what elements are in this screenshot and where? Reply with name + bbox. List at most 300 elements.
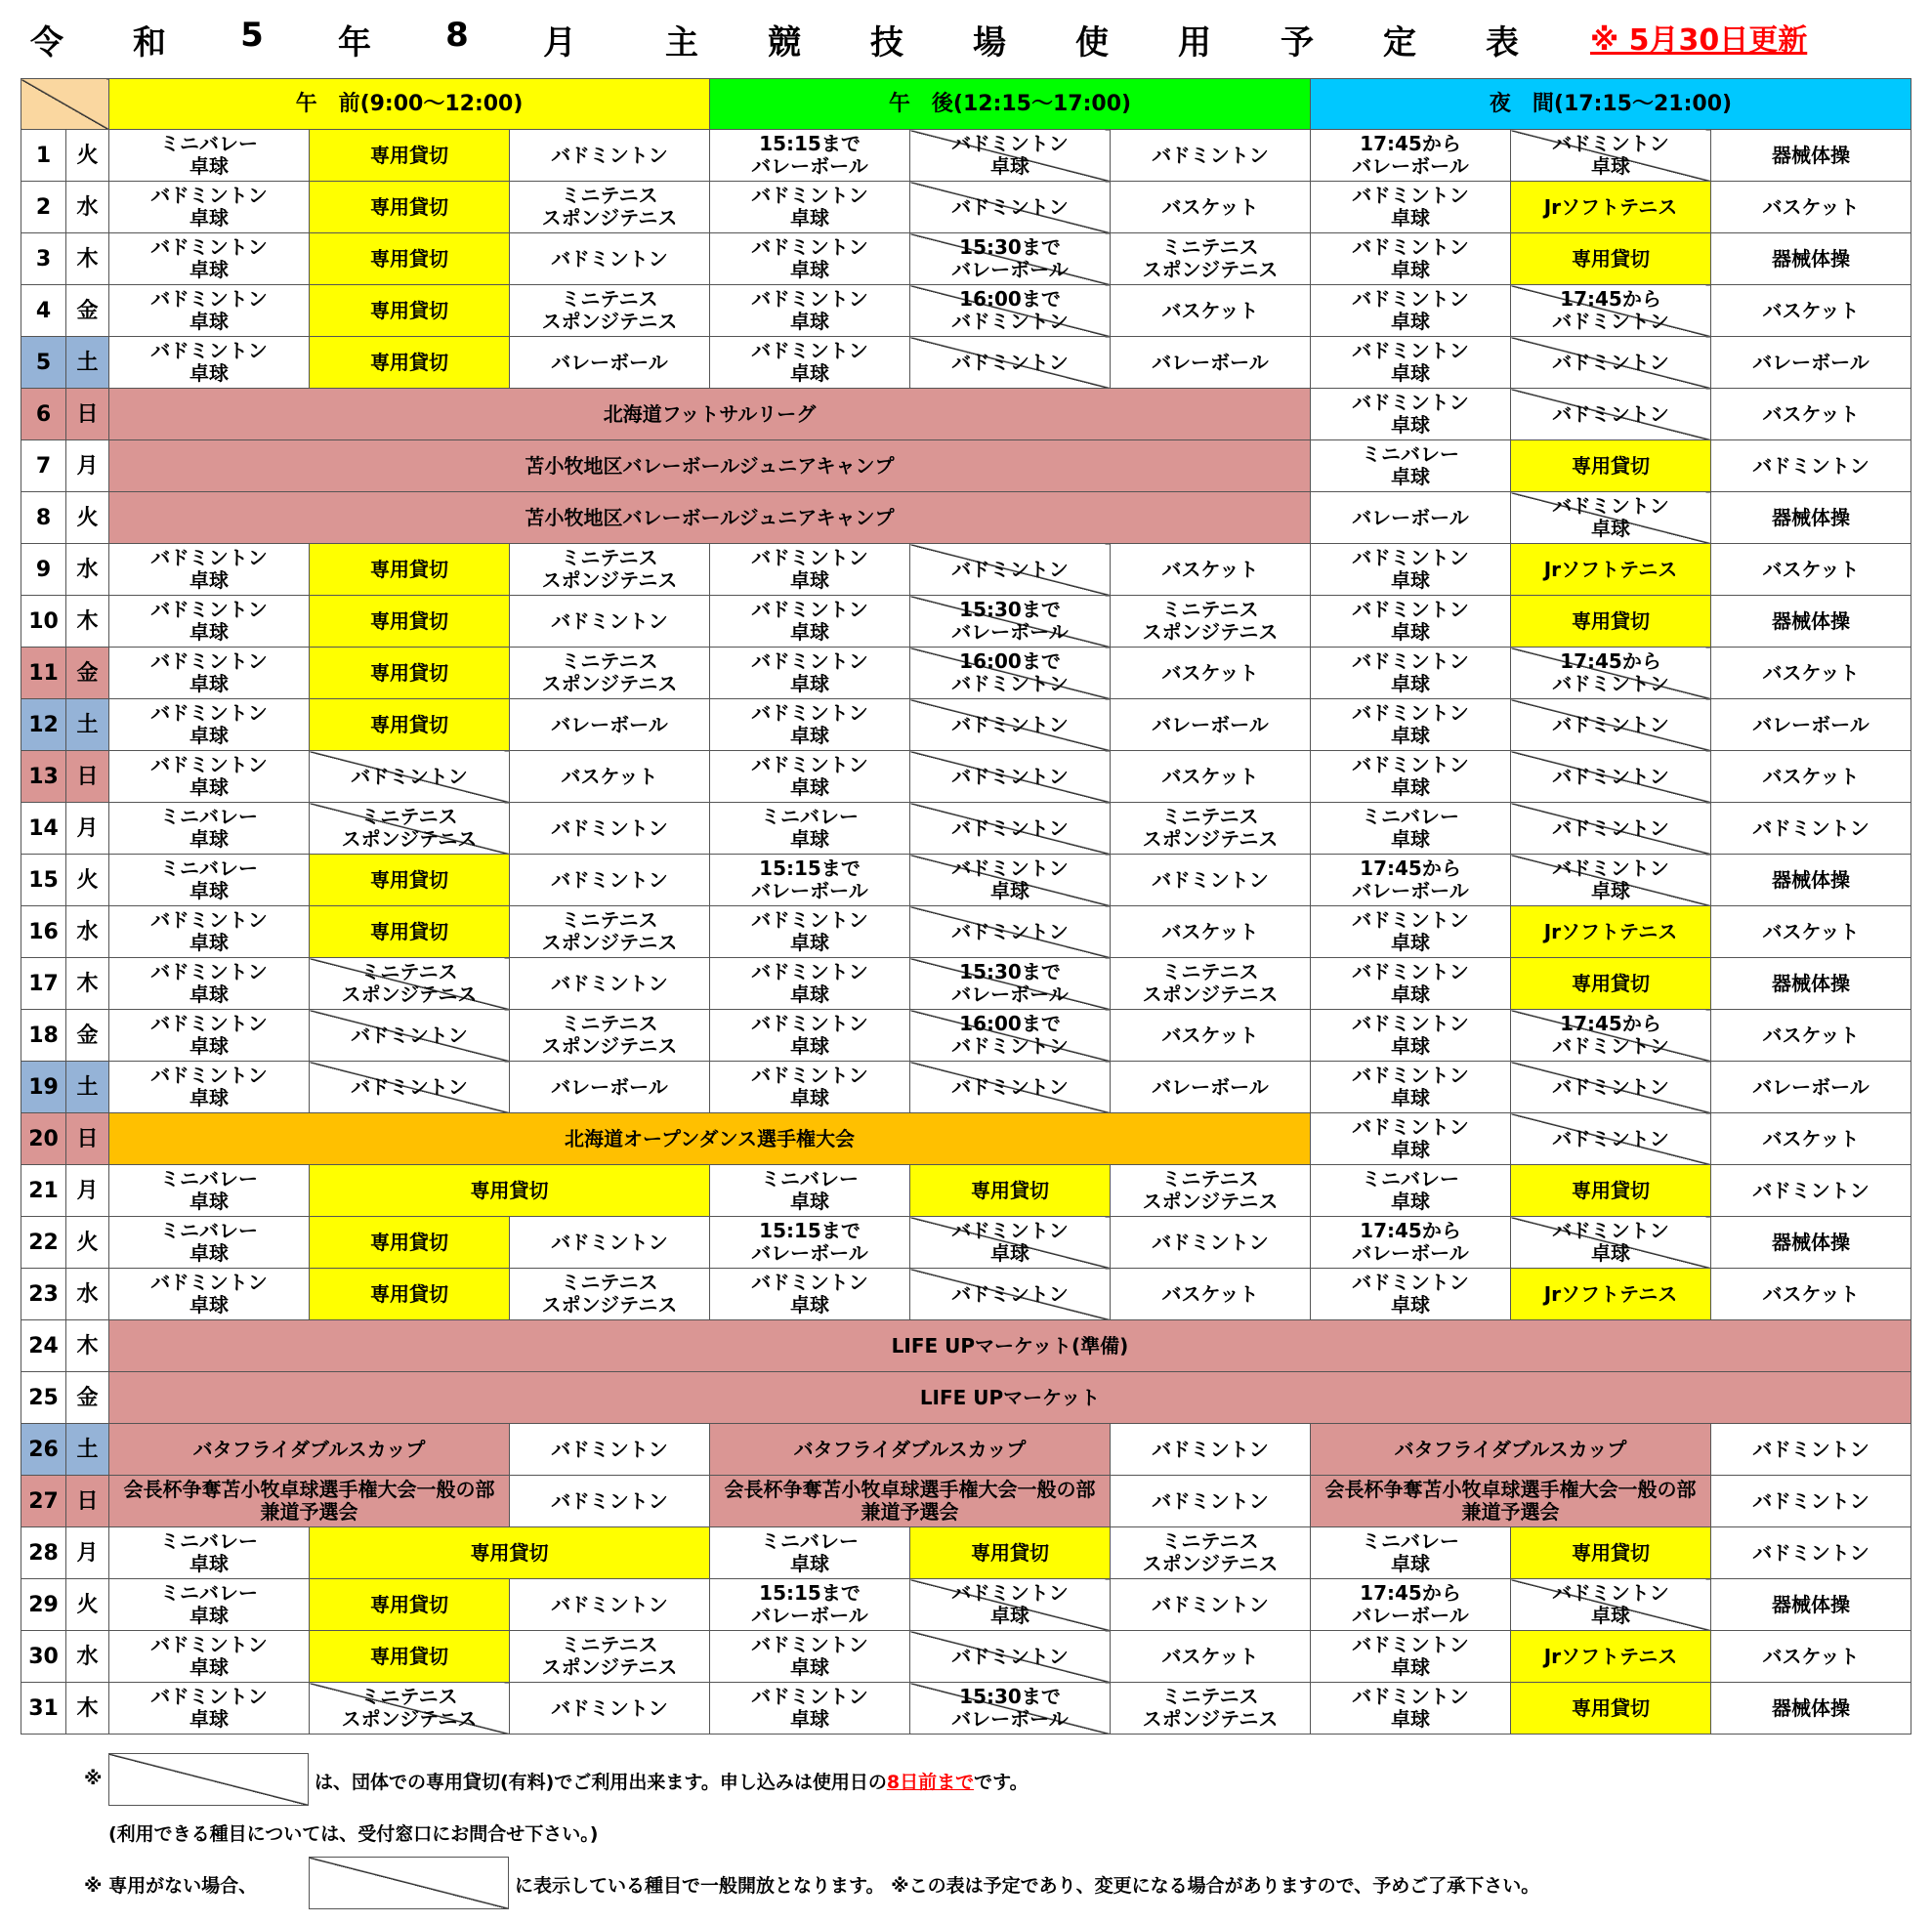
schedule-cell [510, 1476, 710, 1527]
cell-label: バスケット [1161, 660, 1259, 685]
schedule-cell [510, 1010, 710, 1062]
cell-label: 17:45から バドミントン [1552, 1012, 1669, 1058]
cell-label: バドミントン [551, 1592, 668, 1616]
title-char: 競 [768, 23, 801, 63]
schedule-cell [109, 1683, 310, 1735]
cell-label: バレーボール [1752, 350, 1869, 374]
cell-label: バスケット [1762, 919, 1860, 943]
title-char: 表 [1486, 23, 1519, 63]
cell-label: 器械体操 [1772, 1695, 1850, 1720]
schedule-cell [1311, 182, 1511, 233]
schedule-cell [109, 285, 310, 337]
schedule-cell [1111, 1269, 1311, 1320]
schedule-cell [1711, 906, 1911, 958]
weekday: 火 [66, 130, 109, 182]
table-row [21, 699, 1911, 751]
schedule-cell [1111, 1527, 1311, 1579]
cell-label: バスケット [1762, 1023, 1860, 1047]
cell-label: Jrソフトテニス [1543, 919, 1678, 943]
schedule-cell [510, 906, 710, 958]
cell-label: 専用貸切 [370, 557, 448, 581]
cell-label: バドミントン 卓球 [150, 1685, 268, 1731]
cell-label: バドミントン [351, 764, 468, 788]
cell-label: バドミントン [1152, 867, 1269, 892]
cell-label: バタフライダブルスカップ [192, 1437, 426, 1461]
rentable-slot-cell [910, 1683, 1111, 1735]
schedule-cell [1711, 1010, 1911, 1062]
table-row [21, 855, 1911, 906]
schedule-cell [710, 337, 910, 389]
event-cell [710, 1476, 1111, 1527]
event-cell [109, 1372, 1911, 1424]
cell-label: バドミントン 卓球 [150, 235, 268, 281]
reserved-cell [1511, 596, 1711, 648]
rentable-slot-cell [910, 958, 1111, 1010]
cell-label: バレーボール [1152, 350, 1269, 374]
cell-label: バドミントン 卓球 [951, 1581, 1069, 1627]
reserved-cell [310, 1269, 510, 1320]
schedule-cell [510, 855, 710, 906]
day-number: 5 [21, 337, 66, 389]
event-cell [710, 1424, 1111, 1476]
cell-label: バドミントン 卓球 [751, 1633, 868, 1679]
cell-label: バドミントン 卓球 [751, 753, 868, 799]
title-char: 使 [1075, 23, 1109, 63]
schedule-cell [109, 596, 310, 648]
cell-label: ミニテニス スポンジテニス [1142, 1685, 1279, 1731]
schedule-cell [510, 751, 710, 803]
cell-label: バレーボール [551, 350, 668, 374]
footer-mark-1: ※ [84, 1768, 103, 1789]
rentable-slot-cell [1511, 648, 1711, 699]
table-row [21, 544, 1911, 596]
cell-label: バドミントン 卓球 [751, 701, 868, 747]
title-char: 5 [240, 16, 264, 55]
event-cell [109, 492, 1311, 544]
rentable-slot-cell [1511, 492, 1711, 544]
cell-label: バレーボール [1152, 1074, 1269, 1099]
cell-label: 会長杯争奪苫小牧卓球選手権大会一般の部 兼道予選会 [123, 1478, 495, 1524]
rentable-slot-cell [1511, 699, 1711, 751]
schedule-cell [510, 1631, 710, 1683]
weekday: 日 [66, 751, 109, 803]
cell-label: バドミントン [1752, 1488, 1869, 1513]
schedule-cell [1711, 1165, 1911, 1217]
rentable-slot-cell [1511, 751, 1711, 803]
schedule-cell [1311, 699, 1511, 751]
table-row [21, 233, 1911, 285]
cell-label: ミニバレー 卓球 [160, 1581, 258, 1627]
schedule-cell [1311, 285, 1511, 337]
day-number: 4 [21, 285, 66, 337]
cell-label: バドミントン [1552, 815, 1669, 840]
schedule-cell [710, 285, 910, 337]
rentable-slot-cell [910, 337, 1111, 389]
table-row [21, 492, 1911, 544]
cell-label: バドミントン 卓球 [751, 1012, 868, 1058]
cell-label: 15:30まで バレーボール [951, 598, 1069, 644]
table-row [21, 596, 1911, 648]
cell-label: ミニバレー 卓球 [1362, 442, 1459, 488]
cell-label: 専用貸切 [370, 660, 448, 685]
cell-label: バスケット [1161, 1023, 1259, 1047]
title-char: 8 [445, 16, 469, 55]
cell-label: バドミントン [951, 1644, 1069, 1668]
schedule-cell [109, 1579, 310, 1631]
cell-label: バドミントン [551, 608, 668, 633]
cell-label: バドミントン [951, 815, 1069, 840]
reserved-cell [1511, 1527, 1711, 1579]
schedule-cell [109, 1062, 310, 1113]
cell-label: 専用貸切 [1572, 453, 1650, 478]
cell-label: ミニバレー 卓球 [160, 805, 258, 851]
day-number: 21 [21, 1165, 66, 1217]
schedule-cell [710, 855, 910, 906]
cell-label: 16:00まで バドミントン [951, 649, 1069, 695]
cell-label: 専用貸切 [370, 246, 448, 271]
schedule-body [21, 130, 1911, 1735]
cell-label: ミニバレー 卓球 [160, 1167, 258, 1213]
cell-label: バタフライダブルスカップ [1394, 1437, 1627, 1461]
cell-label: バスケット [1161, 557, 1259, 581]
rentable-slot-cell [310, 1062, 510, 1113]
day-number: 10 [21, 596, 66, 648]
table-row [21, 1527, 1911, 1579]
schedule-cell [1111, 648, 1311, 699]
cell-label: バドミントン [1752, 1540, 1869, 1565]
cell-label: 専用貸切 [1572, 1540, 1650, 1565]
cell-label: バドミントン 卓球 [1352, 701, 1469, 747]
title-char: 場 [973, 23, 1006, 63]
event-cell [109, 1320, 1911, 1372]
schedule-cell [710, 233, 910, 285]
cell-label: バドミントン 卓球 [1352, 546, 1469, 592]
rentable-slot-cell [1511, 285, 1711, 337]
weekday: 土 [66, 699, 109, 751]
cell-label: バドミントン 卓球 [1352, 1633, 1469, 1679]
title-char: 定 [1383, 23, 1416, 63]
schedule-cell [1111, 1217, 1311, 1269]
schedule-cell [1111, 337, 1311, 389]
rentable-slot-cell [1511, 1062, 1711, 1113]
cell-label: バドミントン [551, 1230, 668, 1254]
cell-label: ミニバレー 卓球 [1362, 1167, 1459, 1213]
schedule-cell [1711, 182, 1911, 233]
weekday: 水 [66, 1269, 109, 1320]
reserved-cell [310, 233, 510, 285]
cell-label: 会長杯争奪苫小牧卓球選手権大会一般の部 兼道予選会 [1324, 1478, 1697, 1524]
reserved-cell [310, 1631, 510, 1683]
schedule-cell [1711, 958, 1911, 1010]
schedule-cell [1311, 751, 1511, 803]
schedule-cell [1311, 1062, 1511, 1113]
cell-label: ミニテニス スポンジテニス [1142, 1167, 1279, 1213]
rentable-slot-cell [910, 233, 1111, 285]
table-row [21, 337, 1911, 389]
reserved-cell [1511, 440, 1711, 492]
cell-label: 専用貸切 [370, 712, 448, 736]
schedule-cell [710, 803, 910, 855]
day-number: 7 [21, 440, 66, 492]
cell-label: バドミントン 卓球 [751, 908, 868, 954]
reserved-cell [1511, 182, 1711, 233]
reserved-cell [910, 1527, 1111, 1579]
cell-label: バドミントン 卓球 [1552, 494, 1669, 540]
cell-label: バドミントン [551, 867, 668, 892]
deadline-text: 8日前まで [886, 1772, 975, 1793]
cell-label: バドミントン [551, 1488, 668, 1513]
schedule-cell [109, 906, 310, 958]
day-number: 11 [21, 648, 66, 699]
cell-label: Jrソフトテニス [1543, 1281, 1678, 1306]
weekday: 月 [66, 803, 109, 855]
rentable-slot-cell [910, 803, 1111, 855]
cell-label: バドミントン [1552, 712, 1669, 736]
cell-label: バドミントン [951, 1074, 1069, 1099]
rentable-slot-cell [1511, 130, 1711, 182]
cell-label: Jrソフトテニス [1543, 1644, 1678, 1668]
schedule-cell [1711, 1062, 1911, 1113]
title-char: 和 [133, 23, 166, 63]
schedule-cell [1111, 1631, 1311, 1683]
cell-label: 専用貸切 [370, 919, 448, 943]
schedule-cell [1111, 1579, 1311, 1631]
schedule-cell [710, 648, 910, 699]
rentable-slot-cell [910, 1217, 1111, 1269]
rentable-slot-cell [910, 182, 1111, 233]
reserved-cell [310, 1217, 510, 1269]
cell-label: バドミントン 卓球 [150, 960, 268, 1006]
schedule-cell [109, 648, 310, 699]
cell-label: 専用貸切 [370, 867, 448, 892]
cell-label: バドミントン [551, 1437, 668, 1461]
schedule-cell [1711, 803, 1911, 855]
cell-label: バドミントン 卓球 [150, 339, 268, 385]
cell-label: バドミントン 卓球 [1352, 1064, 1469, 1109]
day-number: 6 [21, 389, 66, 440]
schedule-cell [1711, 596, 1911, 648]
schedule-cell [1111, 803, 1311, 855]
table-row [21, 648, 1911, 699]
reserved-cell [310, 1527, 710, 1579]
schedule-table [21, 78, 1911, 1735]
schedule-cell [109, 130, 310, 182]
cell-label: 15:15まで バレーボール [751, 857, 868, 902]
schedule-cell [1311, 1527, 1511, 1579]
cell-label: 専用貸切 [470, 1540, 549, 1565]
cell-label: 器械体操 [1772, 971, 1850, 995]
reserved-cell [310, 544, 510, 596]
schedule-cell [1311, 803, 1511, 855]
reserved-cell [310, 855, 510, 906]
rentable-slot-cell [910, 544, 1111, 596]
schedule-cell [1111, 699, 1311, 751]
reserved-cell [910, 1165, 1111, 1217]
cell-label: バドミントン [551, 1695, 668, 1720]
table-row [21, 285, 1911, 337]
weekday: 木 [66, 233, 109, 285]
table-row [21, 1217, 1911, 1269]
cell-label: バドミントン [351, 1074, 468, 1099]
cell-label: バドミントン 卓球 [951, 132, 1069, 178]
cell-label: バドミントン 卓球 [1352, 649, 1469, 695]
cell-label: バドミントン [551, 143, 668, 167]
schedule-cell [1111, 285, 1311, 337]
cell-label: バドミントン 卓球 [1552, 1219, 1669, 1265]
schedule-cell [710, 958, 910, 1010]
cell-label: ミニテニス スポンジテニス [541, 184, 678, 230]
weekday: 木 [66, 1320, 109, 1372]
cell-label: バドミントン [951, 194, 1069, 219]
cell-label: バドミントン 卓球 [1552, 1581, 1669, 1627]
cell-label: バドミントン 卓球 [1352, 908, 1469, 954]
schedule-cell [1311, 389, 1511, 440]
schedule-cell [1711, 130, 1911, 182]
schedule-cell [710, 1631, 910, 1683]
schedule-cell [109, 751, 310, 803]
cell-label: バドミントン [551, 971, 668, 995]
table-row [21, 1165, 1911, 1217]
schedule-cell [510, 544, 710, 596]
cell-label: ミニテニス スポンジテニス [541, 649, 678, 695]
schedule-cell [109, 233, 310, 285]
schedule-cell [1711, 492, 1911, 544]
cell-label: ミニテニス スポンジテニス [1142, 805, 1279, 851]
footer-line-2: (利用できる種目については、受付窓口にお問合せ下さい。) [108, 1823, 599, 1845]
day-number: 13 [21, 751, 66, 803]
cell-label: 17:45から バドミントン [1552, 649, 1669, 695]
schedule-cell [1111, 130, 1311, 182]
schedule-cell [510, 1217, 710, 1269]
rentable-slot-cell [910, 130, 1111, 182]
cell-label: 専用貸切 [971, 1178, 1049, 1202]
cell-label: バドミントン [1152, 143, 1269, 167]
schedule-cell [1311, 337, 1511, 389]
cell-label: Jrソフトテニス [1543, 194, 1678, 219]
cell-label: ミニバレー 卓球 [160, 1529, 258, 1575]
cell-label: 15:15まで バレーボール [751, 1581, 868, 1627]
cell-label: 器械体操 [1772, 505, 1850, 529]
schedule-cell [1111, 906, 1311, 958]
cell-label: バドミントン [1552, 1074, 1669, 1099]
schedule-cell [1711, 699, 1911, 751]
cell-label: 専用貸切 [971, 1540, 1049, 1565]
rentable-slot-cell [910, 699, 1111, 751]
schedule-cell [510, 699, 710, 751]
rentable-slot-cell [310, 751, 510, 803]
schedule-cell [710, 1269, 910, 1320]
update-note: ※ 5月30日更新 [1590, 23, 1808, 58]
cell-label: LIFE UPマーケット(準備) [891, 1333, 1129, 1358]
schedule-cell [1311, 130, 1511, 182]
schedule-cell [1111, 182, 1311, 233]
table-row [21, 1372, 1911, 1424]
cell-label: バドミントン 卓球 [150, 546, 268, 592]
schedule-cell [1311, 855, 1511, 906]
cell-label: バスケット [1762, 1644, 1860, 1668]
cell-label: 専用貸切 [370, 1592, 448, 1616]
schedule-cell [1311, 1269, 1511, 1320]
cell-label: バスケット [1762, 764, 1860, 788]
cell-label: バドミントン 卓球 [1352, 1685, 1469, 1731]
cell-label: 器械体操 [1772, 1592, 1850, 1616]
table-row [21, 440, 1911, 492]
schedule-cell [1711, 648, 1911, 699]
cell-label: バドミントン [951, 919, 1069, 943]
cell-label: バドミントン 卓球 [1552, 132, 1669, 178]
cell-label: バドミントン 卓球 [150, 287, 268, 333]
cell-label: 専用貸切 [370, 1230, 448, 1254]
reserved-cell [310, 285, 510, 337]
cell-label: バスケット [1161, 1281, 1259, 1306]
cell-label: バドミントン [1552, 764, 1669, 788]
schedule-cell [1111, 1010, 1311, 1062]
schedule-cell [1711, 1217, 1911, 1269]
schedule-cell [510, 1579, 710, 1631]
schedule-cell [1111, 1062, 1311, 1113]
weekday: 月 [66, 1527, 109, 1579]
cell-label: バドミントン [1552, 350, 1669, 374]
schedule-cell [710, 699, 910, 751]
day-number: 1 [21, 130, 66, 182]
schedule-cell [710, 1165, 910, 1217]
rentable-slot-cell [910, 285, 1111, 337]
rentable-slot-cell [310, 958, 510, 1010]
cell-label: 苫小牧地区バレーボールジュニアキャンプ [525, 505, 895, 529]
cell-label: バスケット [1762, 1281, 1860, 1306]
cell-label: バレーボール [551, 712, 668, 736]
table-row [21, 958, 1911, 1010]
rentable-slot-cell [1511, 1217, 1711, 1269]
rentable-slot-cell [1511, 855, 1711, 906]
cell-label: Jrソフトテニス [1543, 557, 1678, 581]
cell-label: バドミントン 卓球 [1352, 753, 1469, 799]
day-number: 24 [21, 1320, 66, 1372]
weekday: 金 [66, 648, 109, 699]
cell-label: バドミントン [1752, 1178, 1869, 1202]
title-char: 主 [665, 23, 698, 63]
cell-label: ミニバレー 卓球 [160, 857, 258, 902]
cell-label: ミニテニス スポンジテニス [341, 960, 478, 1006]
table-row [21, 1579, 1911, 1631]
cell-label: バドミントン 卓球 [751, 1271, 868, 1317]
cell-label: バドミントン 卓球 [751, 235, 868, 281]
table-row [21, 906, 1911, 958]
cell-label: ミニバレー 卓球 [160, 1219, 258, 1265]
schedule-cell [1311, 1579, 1511, 1631]
schedule-cell [710, 1062, 910, 1113]
cell-label: バドミントン 卓球 [150, 908, 268, 954]
cell-label: バドミントン 卓球 [150, 649, 268, 695]
weekday: 土 [66, 1062, 109, 1113]
schedule-cell [1711, 389, 1911, 440]
cell-label: 専用貸切 [370, 1281, 448, 1306]
rentable-slot-cell [910, 906, 1111, 958]
schedule-cell [1711, 1683, 1911, 1735]
cell-label: ミニテニス スポンジテニス [341, 1685, 478, 1731]
cell-label: バレーボール [1352, 505, 1469, 529]
schedule-cell [510, 130, 710, 182]
schedule-cell [109, 855, 310, 906]
day-number: 16 [21, 906, 66, 958]
cell-label: バドミントン 卓球 [1352, 235, 1469, 281]
rentable-slot-cell [310, 1010, 510, 1062]
table-row [21, 803, 1911, 855]
cell-label: バドミントン [1752, 815, 1869, 840]
schedule-cell [1711, 1527, 1911, 1579]
cell-label: バスケット [1762, 401, 1860, 426]
schedule-cell [1311, 1165, 1511, 1217]
